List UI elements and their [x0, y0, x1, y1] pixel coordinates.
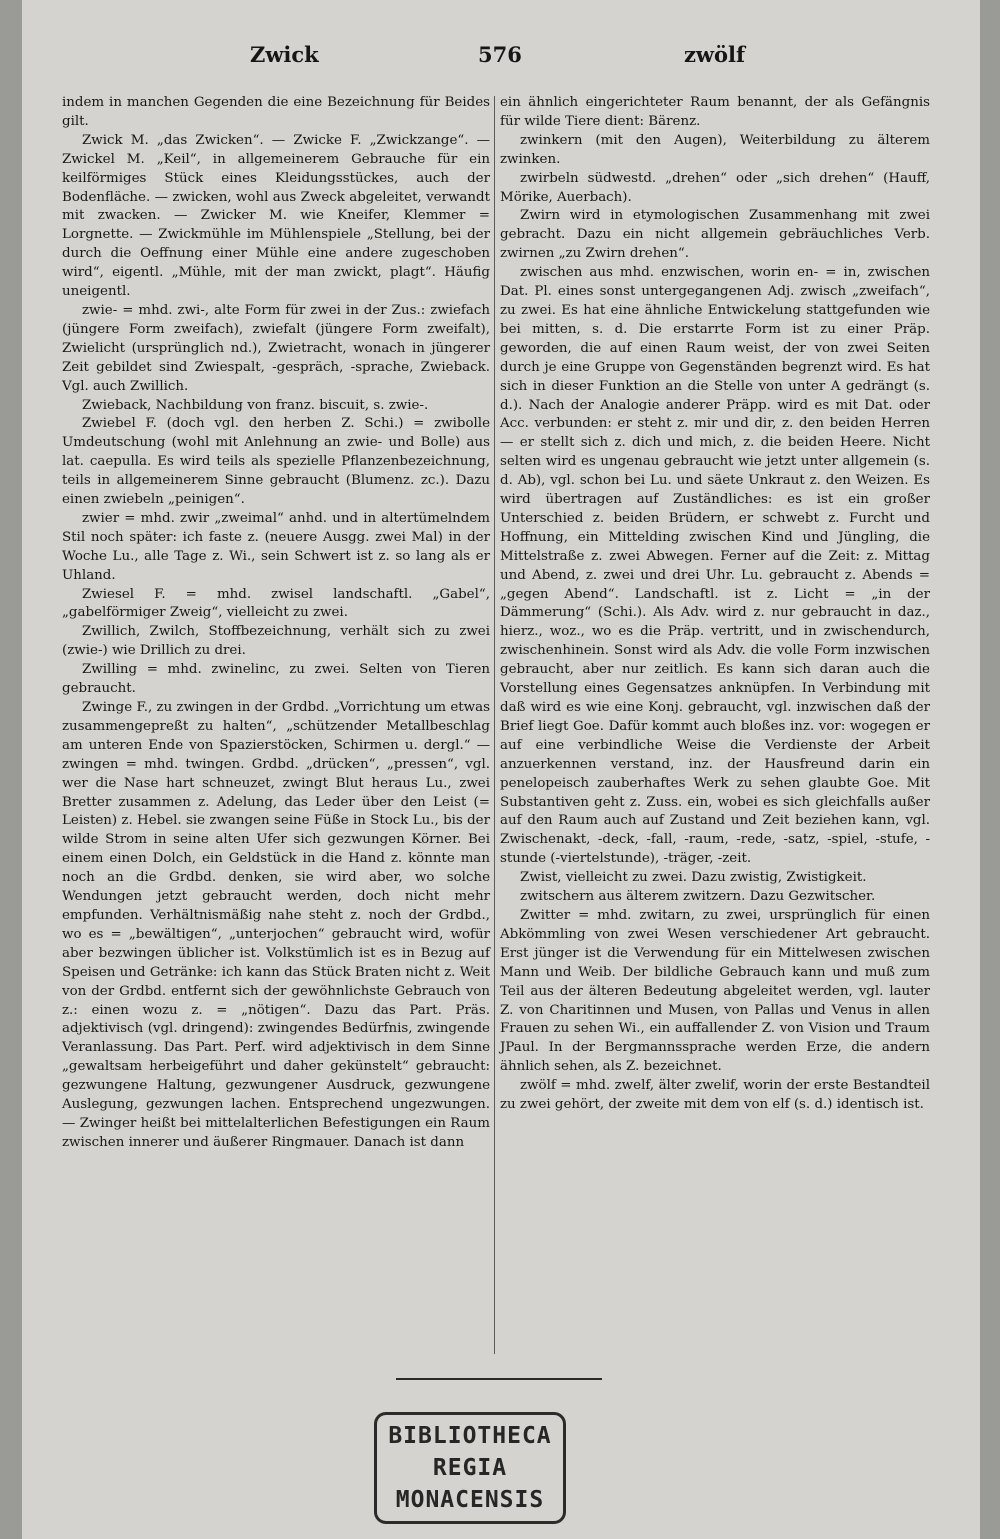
entry-paragraph: ein ähnlich eingerichteter Raum benannt, der als Gefängnis für wilde Tiere dient: Bärenz. [500, 95, 930, 129]
entry-paragraph: Zwillich, Zwilch, Stoffbezeichnung, verhält sich zu zwei (zwie-) wie Drillich zu drei. [62, 624, 490, 659]
stamp-line: BIBLIOTHECA [388, 1423, 552, 1449]
entry-paragraph: zwier = mhd. zwir „zweimal“ anhd. und in altertümelndem Stil noch später: ich faste z. (neuere Ausgg. zwei Mal) in der Woche Lu., alle Tage z. Wi., sein Schwert ist z. so lang als er Uhland. [62, 510, 490, 583]
entry-paragraph: Zwieback, Nachbildung von franz. biscuit, s. zwie-. [82, 397, 429, 413]
entry-paragraph: Zwitter = mhd. zwitarn, zu zwei, ursprünglich für einen Abkömmling von zwei Wesen verschiedener Art gebraucht. Erst jünger ist die Verwendung für ein Mittelwesen zwischen Mann und Weib. Der bildliche Gebrauch kann und muß zum Teil aus der älteren Bedeutung abgeleitet werden, vgl. lauter Z. von Charitinnen und Musen, von Pallas und Venus in allen Frauen zu sehen Wi., ein auffallender Z. von Vision und Traum JPaul. In der Bergmannssprache werden Erze, die andern ähnlich sehen, als Z. bezeichnet. [500, 907, 930, 1075]
entry-paragraph: Zwirn wird in etymologischen Zusammenhang mit zwei gebracht. Dazu ein nicht allgemein gebräuchliches Verb. zwirnen „zu Zwirn drehen“. [500, 208, 930, 262]
entry-paragraph: zwie- = mhd. zwi-, alte Form für zwei in der Zus.: zwiefach (jüngere Form zweifach), zwiefalt (jüngere Form zweifalt), Zwielicht (ursprünglich nd.), Zwietracht, wonach in jüngerer Zeit gebildet sind Zwiespalt, -gespräch, -sprache, Zwieback. Vgl. auch Zwillich. [62, 302, 490, 394]
left-column [62, 94, 490, 1153]
entry-paragraph: zwirbeln südwestd. „drehen“ oder „sich drehen“ (Hauff, Mörike, Auerbach). [500, 170, 930, 205]
header-left-catchword: Zwick [250, 42, 319, 67]
column-divider [494, 96, 495, 1354]
entry-paragraph: Zwick M. „das Zwicken“. — Zwicke F. „Zwickzange“. — Zwickel M. „Keil“, in allgemeinerem Gebrauche für ein keilförmiges Stück eines Kleidungsstückes, auch der Bodenfläche. — zwicken, wohl aus Zweck abgeleitet, verwandt mit zwacken. — Zwicker M. wie Kneifer, Klemmer = Lorgnette. — Zwickmühle im Mühlenspiele „Stellung, bei der durch die Oeffnung einer Mühle eine andere zugeschoben wird“, eigentl. „Mühle, mit der man zwickt, plagt“. Häufig uneigentl. [62, 132, 490, 300]
entry-paragraph: zwölf = mhd. zwelf, älter zwelif, worin der erste Bestandteil zu zwei gehört, der zweite mit dem von elf (s. d.) identisch ist. [500, 1078, 930, 1113]
stamp-line: MONACENSIS [395, 1487, 545, 1513]
entry-paragraph: Zwiesel F. = mhd. zwisel landschaftl. „Gabel“, „gabelförmiger Zweig“, vielleicht zu zwei. [62, 586, 490, 621]
entry-paragraph: zwitschern aus älterem zwitzern. Dazu Gezwitscher. [520, 889, 876, 905]
entry-paragraph: indem in manchen Gegenden die eine Bezeichnung für Beides gilt. [62, 95, 490, 129]
dictionary-page [22, 0, 980, 1539]
header-right-catchword: zwölf [684, 42, 746, 67]
entry-paragraph: Zwiebel F. (doch vgl. den herben Z. Schi.) = zwibolle Umdeutschung (wohl mit Anlehnung an zwie- und Bolle) aus lat. caepulla. Es wird teils als spezielle Pflanzenbezeichnung, teils in allgemeinerem Sinne gebraucht (Blumenz. zc.). Dazu einen zwiebeln „peinigen“. [62, 416, 490, 508]
entry-paragraph: Zwilling = mhd. zwinelinc, zu zwei. Selten von Tieren gebraucht. [62, 662, 490, 697]
entry-paragraph: zwischen aus mhd. enzwischen, worin en- = in, zwischen Dat. Pl. eines sonst untergegangenen Adj. zwisch „zweifach“, zu zwei. Es hat eine ähnliche Entwickelung stattgefunden wie bei mitten, s. d. Die erstarrte Form ist zu einer Präp. geworden, die auf einen Raum weist, der von zwei Seiten durch je eine Gruppe von Gegenständen begrenzt wird. Es hat sich in dieser Funktion an die Stelle von unter A gedrängt (s. d.). Nach der Analogie anderer Präpp. wird es mit Dat. oder Acc. verbunden: er steht z. mir und dir, z. den beiden Herren — er stellt sich z. dich und mich, z. die beiden Heere. Nicht selten wird es ungenau gebraucht wie jetzt unter allgemein (s. d. Ab), vgl. schon bei Lu. und säete Unkraut z. den Weizen. Es wird übertragen auf Zuständliches: es ist ein großer Unterschied z. beiden Brüdern, er schwebt z. Furcht und Hoffnung, ein Mittelding zwischen Kind und Jüngling, die Mittelstraße z. zwei Abwegen. Ferner auf die Zeit: z. Mittag und Abend, z. zwei und drei Uhr. Lu. gebraucht z. Abends = „gegen Abend“. Landschaftl. ist z. Licht = „in der Dämmerung“ (Schi.). Als Adv. wird z. nur gebraucht in daz., hierz., woz., wo es die Präp. vertritt, und in zwischendurch, zwischenhinein. Sonst wird als Adv. die volle Form inzwischen gebraucht, aber nur zeitlich. Es kann sich daran auch die Vorstellung eines Gegensatzes anknüpfen. In Verbindung mit daß wird es wie eine Konj. gebraucht, vgl. inzwischen daß der Brief liegt Goe. Dafür kommt auch bloßes inz. vor: wogegen er auf eine verbindliche Weise die Verdienste der Arbeit anzuerkennen verstand, inz. der Hausfreund darin ein penelopeisch zauberhaftes Werk zu sehen glaubte Goe. Mit Substantiven geht z. Zuss. ein, wobei es sich gleichfalls außer auf den Raum auch auf Zustand und Zeit beziehen kann, vgl. Zwischenakt, -deck, -fall, -raum, -rede, -satz, -spiel, -stufe, -stunde (-viertelstunde), -träger, -zeit. [500, 265, 930, 867]
entry-paragraph: zwinkern (mit den Augen), Weiterbildung zu älterem zwinken. [500, 132, 930, 167]
page-number: 576 [478, 42, 522, 67]
library-stamp [374, 1412, 566, 1524]
stamp-line: REGIA [432, 1455, 508, 1481]
right-column [500, 94, 930, 1115]
entry-paragraph: Zwinge F., zu zwingen in der Grdbd. „Vorrichtung um etwas zusammengepreßt zu halten“, „schützender Metallbeschlag am unteren Ende von Spazierstöcken, Schirmen u. dergl.“ — zwingen = mhd. twingen. Grdbd. „drücken“, „pressen“, vgl. wer die Nase hart schneuzet, zwingt Blut heraus Lu., zwei Bretter zusammen z. Adelung, das Leder über den Leist (= Leisten) z. Hebel. sie zwangen seine Füße in Stock Lu., bis der wilde Strom in seine alten Ufer sich gezwungen Körner. Bei einem einen Dolch, ein Geldstück in die Hand z. könnte man noch an die Grdbd. denken, sie wird aber, wo solche Wendungen jetzt gebraucht werden, doch nicht mehr empfunden. Verhältnismäßig nahe steht z. noch der Grdbd., wo es = „bewältigen“, „unterjochen“ gebraucht wird, wofür aber bezwingen üblicher ist. Volkstümlich ist es in Bezug auf Speisen und Getränke: ich kann das Stück Braten nicht z. Weit von der Grdbd. entfernt sich der gewöhnlichste Gebrauch von z.: einen wozu z. = „nötigen“. Dazu das Part. Präs. adjektivisch (vgl. dringend): zwingendes Bedürfnis, zwingende Veranlassung. Das Part. Perf. wird adjektivisch in dem Sinne „gewaltsam herbeigeführt und daher gekünstelt“ gebraucht: gezwungene Haltung, gezwungener Ausdruck, gezwungene Auslegung, gezwungen lachen. Entsprechend ungezwungen. — Zwinger heißt bei mittelalterlichen Befestigungen ein Raum zwischen innerer und äußerer Ringmauer. Danach ist dann [62, 700, 490, 1150]
entry-paragraph: Zwist, vielleicht zu zwei. Dazu zwistig, Zwistigkeit. [520, 870, 867, 886]
end-rule [396, 1378, 602, 1380]
